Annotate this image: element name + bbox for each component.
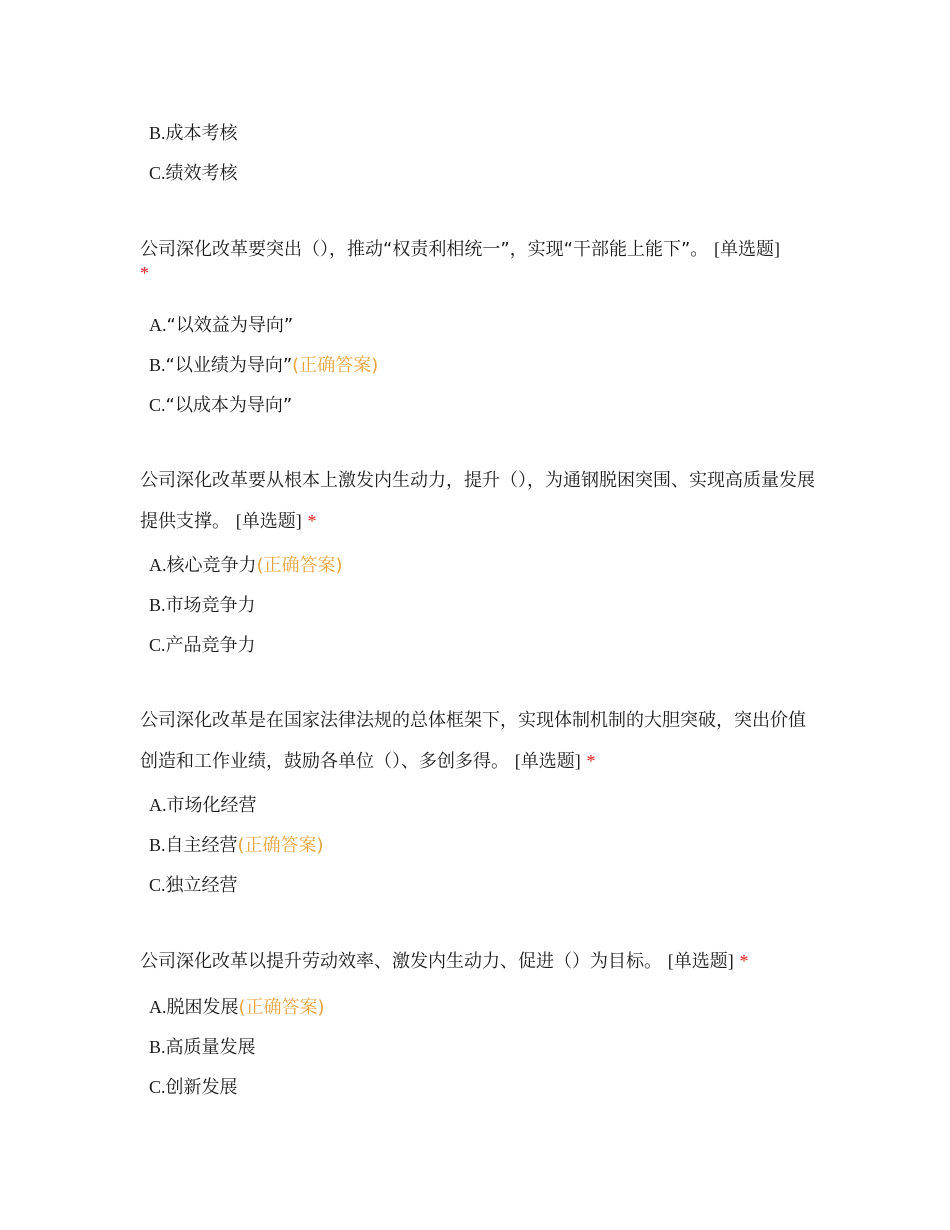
question-type: [单选题] (667, 951, 734, 971)
required-mark: * (739, 951, 749, 971)
question-text: 公司深化改革要从根本上激发内生动力，提升（），为通钢脱困突围、实现高质量发展提供支撑。 (140, 470, 815, 532)
option-text: “以业绩为导向” (165, 355, 293, 376)
option-letter: C. (149, 635, 166, 655)
option-text: 高质量发展 (165, 1037, 256, 1058)
option-text: 脱困发展 (166, 997, 239, 1018)
option-text: 市场竞争力 (165, 595, 256, 616)
option-a[interactable] (149, 994, 325, 1021)
option-b[interactable] (149, 120, 238, 147)
option-text: 独立经营 (165, 875, 238, 896)
correct-answer-tag: (正确答案) (238, 997, 325, 1018)
option-b[interactable] (149, 592, 256, 619)
option-a[interactable] (149, 312, 293, 339)
option-letter: C. (149, 395, 166, 415)
option-letter: A. (149, 315, 167, 335)
question-3 (140, 701, 820, 782)
correct-answer-tag: (正确答案) (237, 835, 324, 856)
question-1 (140, 229, 820, 284)
option-b[interactable] (149, 832, 324, 859)
option-text: 市场化经营 (166, 795, 257, 816)
option-a[interactable] (149, 792, 257, 819)
question-type: [单选题] (714, 239, 781, 259)
option-letter: C. (149, 163, 166, 183)
option-text: 自主经营 (165, 835, 238, 856)
option-b[interactable] (149, 352, 378, 379)
required-mark: * (307, 511, 317, 531)
question-text: 公司深化改革以提升劳动效率、激发内生动力、促进（）为目标。 (140, 951, 662, 972)
question-type: [单选题] (235, 511, 302, 531)
option-b[interactable] (149, 1034, 256, 1061)
option-text: “以效益为导向” (166, 315, 294, 336)
option-text: “以成本为导向” (165, 395, 293, 416)
option-letter: B. (149, 595, 166, 615)
option-c[interactable] (149, 632, 256, 659)
option-letter: C. (149, 1077, 166, 1097)
option-a[interactable] (149, 552, 343, 579)
required-mark: * (586, 751, 596, 771)
option-text: 绩效考核 (165, 163, 238, 184)
option-letter: A. (149, 795, 167, 815)
question-4 (140, 941, 820, 982)
option-text: 产品竞争力 (165, 635, 256, 656)
correct-answer-tag: (正确答案) (256, 555, 343, 576)
option-letter: A. (149, 997, 167, 1017)
option-text: 创新发展 (165, 1077, 238, 1098)
question-text: 公司深化改革要突出（），推动“权责利相统一”，实现“干部能上能下”。 (140, 239, 709, 260)
option-c[interactable] (149, 160, 238, 187)
option-letter: C. (149, 875, 166, 895)
option-letter: B. (149, 1037, 166, 1057)
option-c[interactable] (149, 1074, 238, 1101)
option-letter: B. (149, 355, 166, 375)
option-c[interactable] (149, 392, 292, 419)
option-letter: A. (149, 555, 167, 575)
option-c[interactable] (149, 872, 238, 899)
option-letter: B. (149, 835, 166, 855)
required-mark: * (140, 263, 149, 283)
option-text: 成本考核 (165, 123, 238, 144)
option-text: 核心竞争力 (166, 555, 257, 576)
question-text: 公司深化改革是在国家法律法规的总体框架下，实现体制机制的大胆突破，突出价值创造和工作业绩，鼓励各单位（）、多创多得。 (140, 710, 806, 772)
correct-answer-tag: (正确答案) (292, 355, 379, 376)
question-type: [单选题] (514, 751, 581, 771)
question-2 (140, 461, 820, 542)
option-letter: B. (149, 123, 166, 143)
